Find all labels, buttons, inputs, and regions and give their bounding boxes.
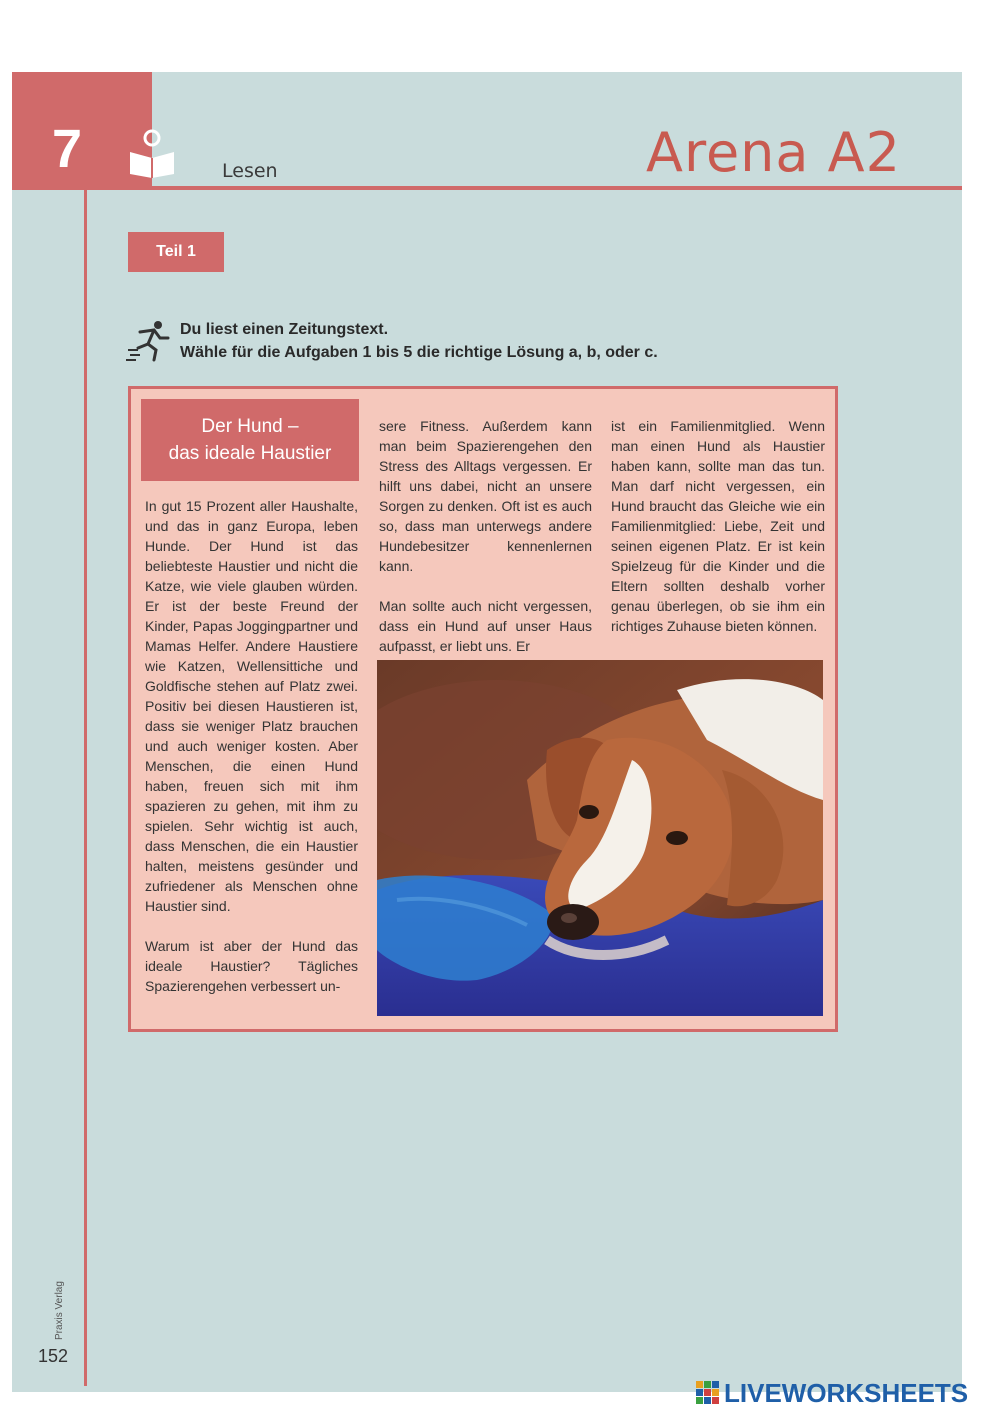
article-title-line-1: Der Hund – (201, 416, 299, 437)
header-divider (12, 186, 962, 190)
instruction-line-1: Du liest einen Zeitungstext. (180, 321, 389, 338)
dog-photo (377, 660, 823, 1016)
article-paragraph: In gut 15 Prozent aller Haushalte, und das in ganz Europa, leben Hunde. Der Hund ist das beliebteste Haustier und nicht die Katze, wie viele glauben würden. Er ist der beste Freund der Kinder, Papas Joggingpartner und Mamas Helfer. Andere Haustiere wie Katzen, Wellensittiche und Goldfische stehen auf Platz zwei. Positiv bei diesen Haustieren ist, dass sie weniger Platz brauchen und auch weniger kosten. Aber Menschen, die einen Hund haben, freuen sich mit ihm spazieren zu gehen, mit ihm zu spielen. Sehr wichtig ist auch, dass Menschen, die ein Haustier halten, meistens gesünder und zufriedener als Menschen ohne Haustier sind. (145, 498, 358, 914)
article-column-2 (379, 416, 592, 656)
instruction-line-2: Wähle für die Aufgaben 1 bis 5 die richtige Lösung a, b, oder c. (180, 344, 658, 361)
reading-icon (126, 128, 178, 180)
article-column-3 (611, 416, 825, 636)
chapter-number: 7 (52, 119, 83, 179)
runner-icon (126, 318, 172, 364)
section-label: Lesen (222, 160, 278, 182)
publisher-credit: Praxis Verlag (54, 1281, 65, 1340)
liveworksheets-logo-icon (696, 1381, 720, 1405)
article-paragraph: sere Fitness. Außerdem kann man beim Spazierengehen den Stress des Alltags vergessen. Er hilft uns dabei, nicht an unsere Sorgen zu denken. Oft ist es auch so, dass man unterwegs andere Hundebesitzer kennenlernen kann. (379, 418, 592, 574)
article-paragraph: Man sollte auch nicht vergessen, dass ein Hund auf unser Haus aufpasst, er liebt uns. Er (379, 598, 592, 654)
article-title-line-2: das ideale Haustier (168, 443, 332, 464)
page-number: 152 (38, 1346, 69, 1366)
article-column-1 (145, 496, 358, 996)
watermark (696, 1376, 968, 1410)
watermark-text: LIVEWORKSHEETS (724, 1377, 969, 1408)
article-title (141, 399, 359, 481)
part-badge: Teil 1 (128, 232, 224, 272)
task-instructions (180, 318, 658, 364)
brand-title: Arena A2 (646, 121, 901, 184)
margin-divider (84, 186, 87, 1386)
article-paragraph: Warum ist aber der Hund das ideale Haustier? Tägliches Spazierengehen verbessert un- (145, 938, 358, 994)
article-paragraph: ist ein Familienmitglied. Wenn man einen Hund als Haustier haben kann, sollte man das tun. Man darf nicht vergessen, ein Hund braucht das Gleiche wie ein Familienmitglied: Liebe, Zeit und seinen eigenen Platz. Er ist kein Spielzeug für die Kinder und die Eltern sollten deshalb vorher genau überlegen, ob sie ihm ein richtiges Zuhause bieten können. (611, 418, 825, 634)
